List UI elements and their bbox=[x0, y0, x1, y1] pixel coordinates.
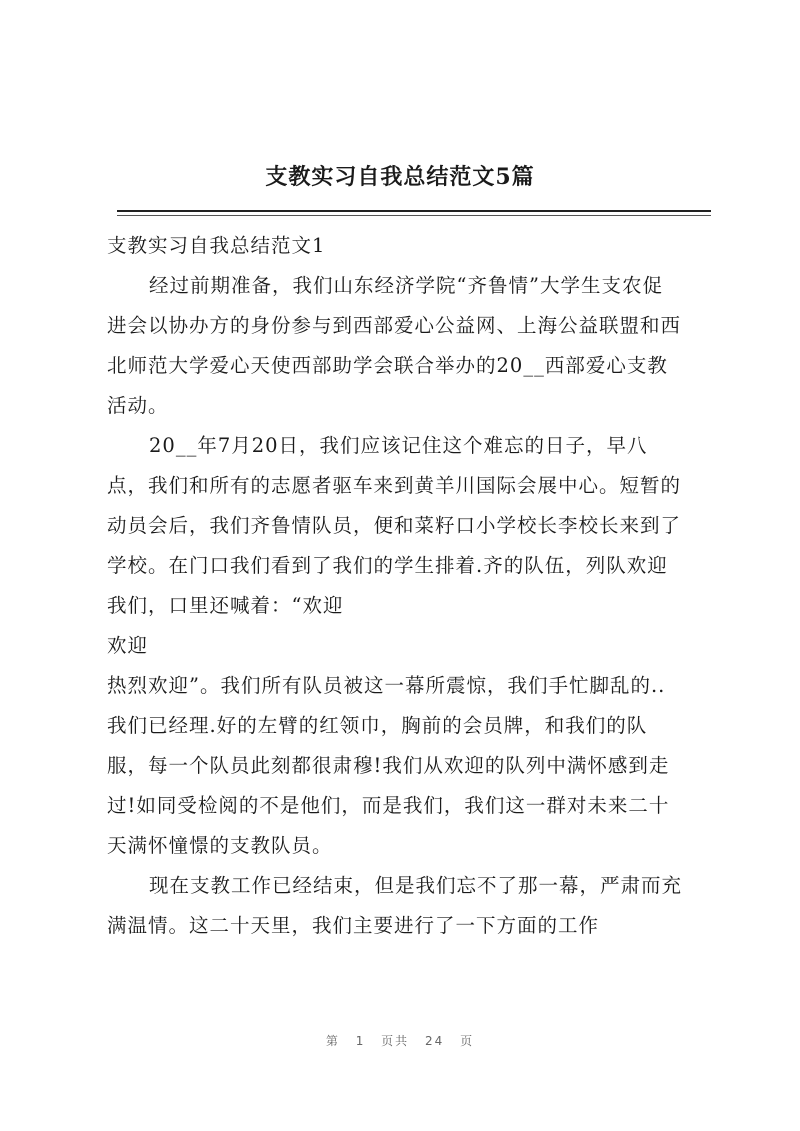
text-line: 现在支教工作已经结束，但是我们忘不了那一幕，严肃而充 bbox=[149, 874, 683, 897]
footer-middle: 页共 bbox=[381, 1034, 410, 1048]
text-line: 我们，口里还喊着：“欢迎 bbox=[107, 594, 344, 617]
text-line: 我们已经理.好的左臂的红领巾，胸前的会员牌，和我们的队 bbox=[107, 714, 648, 737]
title-divider-thick bbox=[117, 210, 711, 212]
footer-prefix: 第 bbox=[325, 1034, 340, 1048]
paragraph-lines bbox=[107, 266, 715, 946]
text-line: 点，我们和所有的志愿者驱车来到黄羊川国际会展中心。短暂的 bbox=[107, 474, 682, 497]
title-divider-thin bbox=[117, 215, 711, 216]
text-line: 进会以协办方的身份参与到西部爱心公益网、上海公益联盟和西 bbox=[107, 314, 682, 337]
text-line: 活动。 bbox=[107, 394, 169, 417]
text-line: 天满怀憧憬的支教队员。 bbox=[107, 834, 333, 857]
text-line: 满温情。这二十天里，我们主要进行了一下方面的工作 bbox=[107, 914, 600, 937]
text-line: 热烈欢迎”。我们所有队员被这一幕所震惊，我们手忙脚乱的.. bbox=[107, 674, 666, 697]
section-heading: 支教实习自我总结范文1 bbox=[107, 234, 326, 257]
total-pages-number: 24 bbox=[425, 1034, 445, 1048]
page-footer bbox=[0, 1032, 800, 1049]
text-line: 动员会后，我们齐鲁情队员，便和菜籽口小学校长李校长来到了 bbox=[107, 514, 682, 537]
document-body bbox=[107, 226, 715, 946]
document-title: 支教实习自我总结范文5篇 bbox=[265, 164, 535, 190]
text-line: 学校。在门口我们看到了我们的学生排着.齐的队伍，列队欢迎 bbox=[107, 554, 668, 577]
text-line: 经过前期准备，我们山东经济学院“齐鲁情”大学生支农促 bbox=[149, 274, 663, 297]
text-line: 欢迎 bbox=[107, 634, 149, 657]
text-line: 20__年7月20日，我们应该记住这个难忘的日子，早八 bbox=[149, 434, 648, 457]
footer-suffix: 页 bbox=[460, 1034, 475, 1048]
text-line: 服，每一个队员此刻都很肃穆!我们从欢迎的队列中满怀感到走 bbox=[107, 754, 670, 777]
text-line: 北师范大学爱心天使西部助学会联合举办的20__西部爱心支教 bbox=[107, 354, 668, 377]
current-page-number: 1 bbox=[355, 1034, 366, 1048]
text-line: 过!如同受检阅的不是他们，而是我们，我们这一群对未来二十 bbox=[107, 794, 670, 817]
